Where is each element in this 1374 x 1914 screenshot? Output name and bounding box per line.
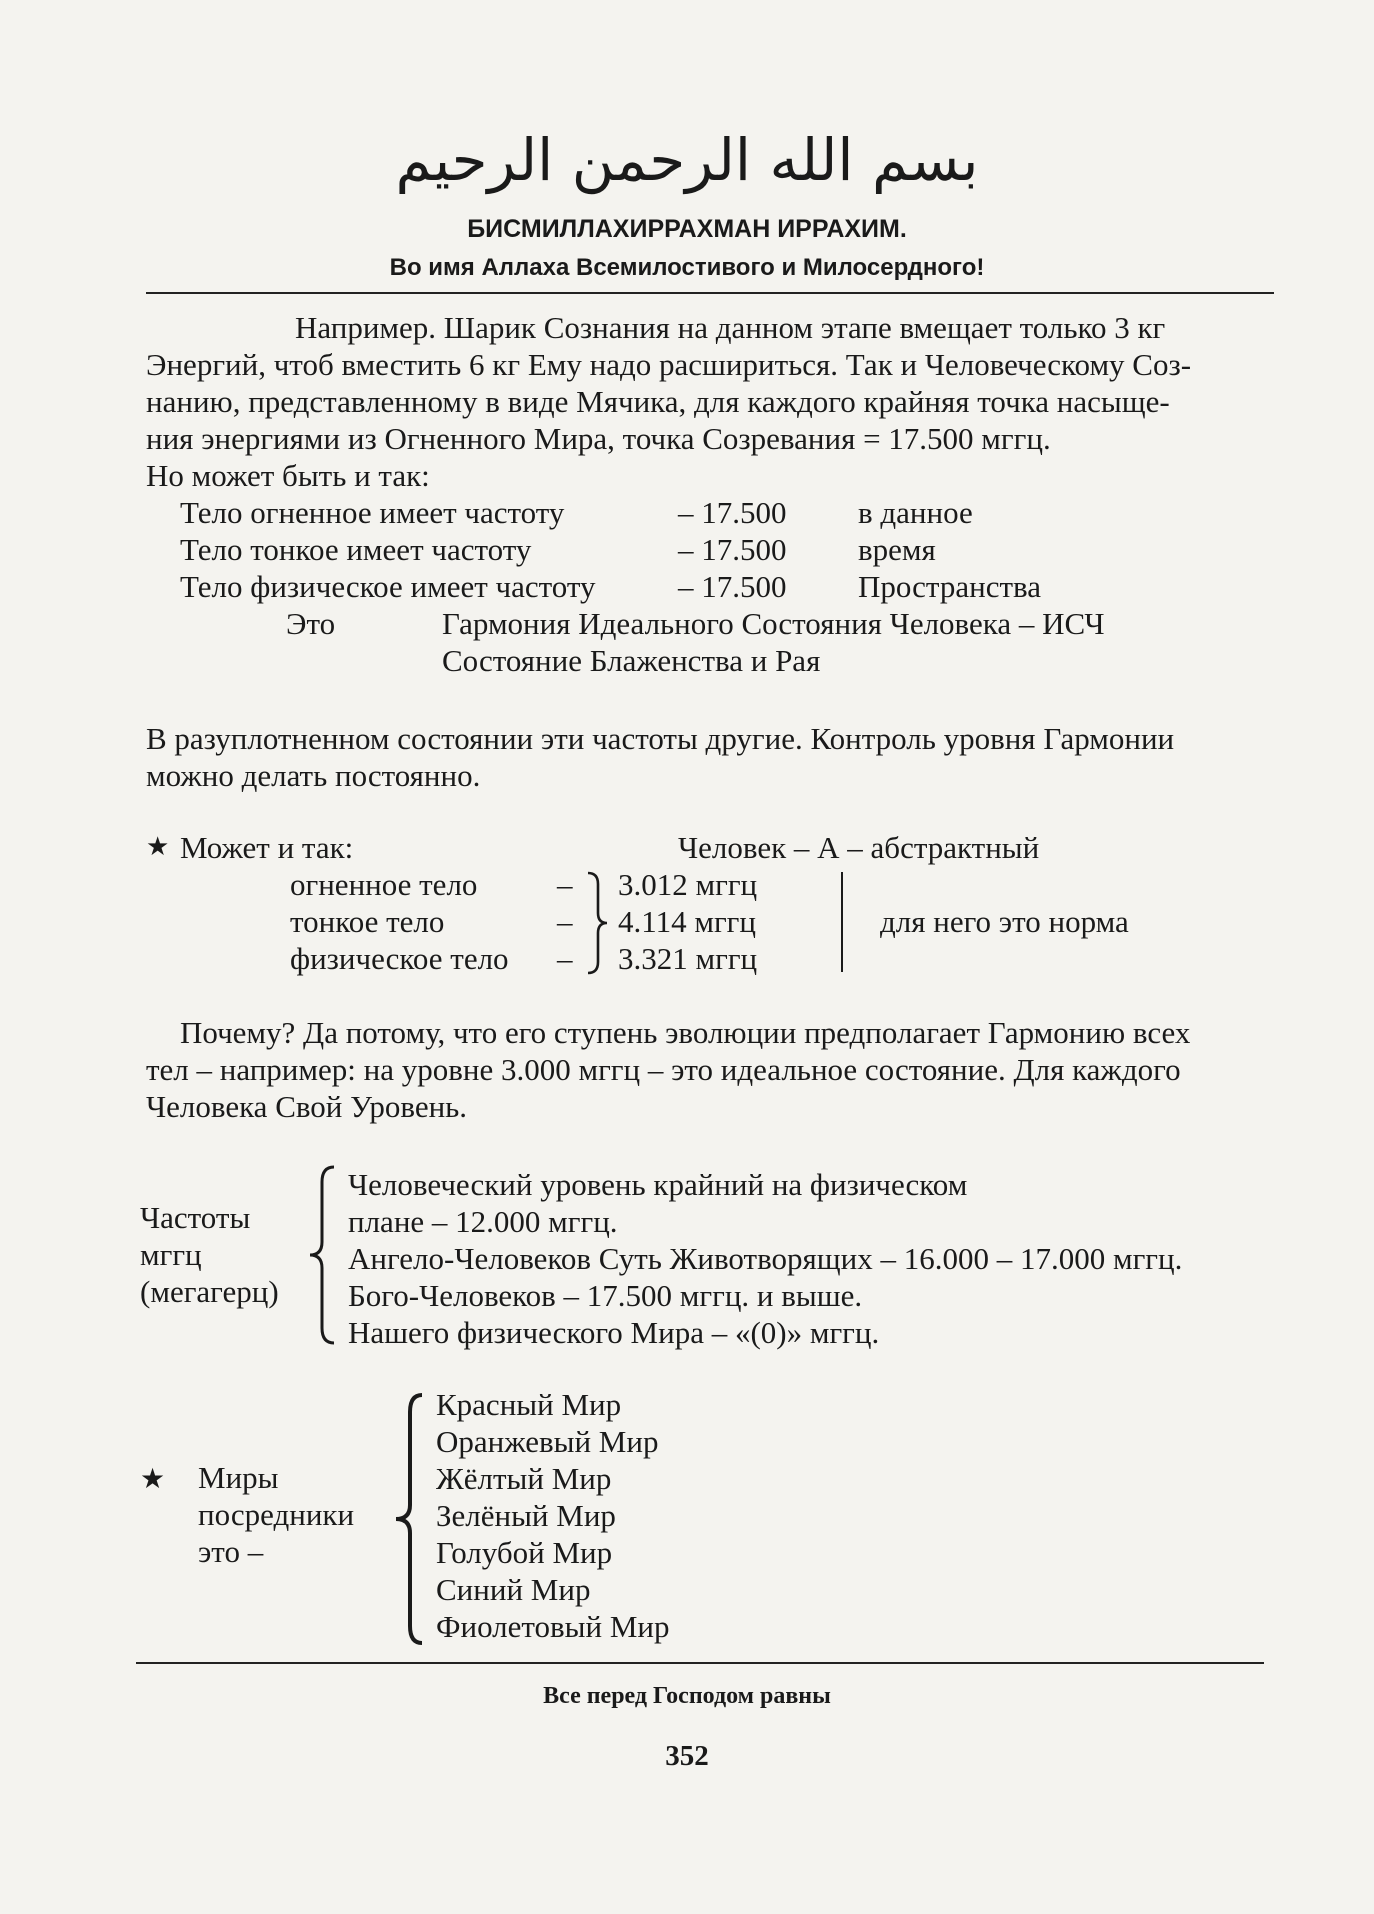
harmony-line-1: Гармония Идеального Состояния Человека – ИСЧ (442, 606, 1105, 641)
page-header-title: БИСМИЛЛАХИРРАХМАН ИРРАХИМ. (467, 215, 907, 243)
world-item: Фиолетовый Мир (436, 1609, 670, 1644)
world-item: Зелёный Мир (436, 1498, 616, 1533)
freq-row-value: – 17.500 (678, 532, 787, 567)
curly-brace-icon (392, 1392, 426, 1646)
page-number: 352 (665, 1740, 709, 1772)
freq-row-label: Тело тонкое имеет частоту (180, 532, 532, 567)
frequencies-label-line: Частоты (140, 1200, 251, 1235)
abstract-row-value: 3.321 мггц (618, 941, 758, 976)
abstract-note: для него это норма (880, 904, 1129, 939)
frequency-item: Человеческий уровень крайний на физическом (348, 1167, 968, 1202)
star-icon: ★ (140, 1462, 166, 1495)
intro-line-2: Энергий, чтоб вместить 6 кг Ему надо расшириться. Так и Человеческому Соз- (146, 347, 1192, 382)
footer-motto: Все перед Господом равны (543, 1683, 831, 1709)
world-item: Жёлтый Мир (436, 1461, 612, 1496)
intro-line-5: Но может быть и так: (146, 458, 430, 493)
abstract-row-dash: – (557, 904, 573, 939)
curly-brace-icon (584, 870, 610, 976)
intro-line-3: нанию, представленному в виде Мячика, для каждого крайняя точка насыще- (146, 384, 1170, 419)
abstract-row-dash: – (557, 941, 573, 976)
vertical-bar (841, 872, 843, 972)
freq-row-value: – 17.500 (678, 569, 787, 604)
harmony-line-2: Состояние Блаженства и Рая (442, 643, 821, 678)
abstract-row-dash: – (557, 867, 573, 902)
abstract-row-label: огненное тело (290, 867, 478, 902)
curly-brace-icon (306, 1164, 338, 1346)
world-item: Голубой Мир (436, 1535, 613, 1570)
world-item: Красный Мир (436, 1387, 622, 1422)
why-line-2: тел – например: на уровне 3.000 мггц – это идеальное состояние. Для каждого (146, 1052, 1181, 1087)
abstract-lead: Может и так: (180, 830, 354, 865)
freq-row-label: Тело физическое имеет частоту (180, 569, 596, 604)
world-item: Синий Мир (436, 1572, 591, 1607)
freq-row-label: Тело огненное имеет частоту (180, 495, 565, 530)
freq-row-note: время (858, 532, 936, 567)
freq-row-note: в данное (858, 495, 973, 530)
dense-line-2: можно делать постоянно. (146, 758, 481, 793)
frequency-item: Нашего физического Мира – «(0)» мггц. (348, 1315, 880, 1350)
worlds-label-line: посредники (198, 1497, 355, 1532)
worlds-label-line: это – (198, 1534, 264, 1569)
abstract-heading: Человек – А – абстрактный (678, 830, 1040, 865)
frequency-item: Бого-Человеков – 17.500 мггц. и выше. (348, 1278, 863, 1313)
intro-line-1: Например. Шарик Сознания на данном этапе вмещает только 3 кг (295, 310, 1166, 345)
freq-row-note: Пространства (858, 569, 1041, 604)
frequency-item: Ангело-Человеков Суть Животворящих – 16.000 – 17.000 мггц. (348, 1241, 1183, 1276)
frequencies-label-line: (мегагерц) (140, 1274, 279, 1309)
footer-divider (136, 1662, 1264, 1664)
star-icon: ★ (146, 832, 170, 862)
worlds-label-line: Миры (198, 1460, 279, 1495)
frequency-item: плане – 12.000 мггц. (348, 1204, 618, 1239)
page-header-subtitle: Во имя Аллаха Всемилостивого и Милосердного! (389, 254, 985, 281)
why-line-1: Почему? Да потому, что его ступень эволюции предполагает Гармонию всех (180, 1015, 1191, 1050)
abstract-row-value: 4.114 мггц (618, 904, 756, 939)
arabic-calligraphy: بسم الله الرحمن الرحيم (395, 126, 979, 194)
abstract-row-value: 3.012 мггц (618, 867, 758, 902)
frequencies-label-line: мггц (140, 1237, 202, 1272)
harmony-prefix: Это (286, 606, 336, 641)
why-line-3: Человека Свой Уровень. (146, 1089, 468, 1124)
dense-line-1: В разуплотненном состоянии эти частоты другие. Контроль уровня Гармонии (146, 721, 1175, 756)
intro-line-4: ния энергиями из Огненного Мира, точка Созревания = 17.500 мггц. (146, 421, 1051, 456)
abstract-row-label: тонкое тело (290, 904, 445, 939)
header-divider (146, 292, 1274, 294)
world-item: Оранжевый Мир (436, 1424, 659, 1459)
abstract-row-label: физическое тело (290, 941, 509, 976)
freq-row-value: – 17.500 (678, 495, 787, 530)
